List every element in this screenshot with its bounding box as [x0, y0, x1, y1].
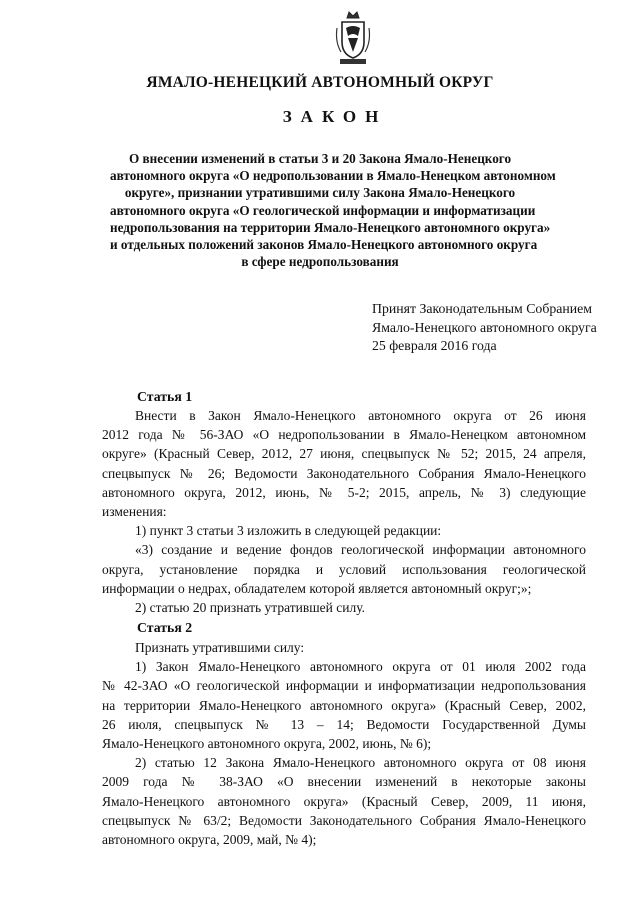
article-1-line: 2012 года № 56-ЗАО «О недропользовании в Ямало-Ненецком автономном [102, 427, 586, 443]
article-2-line: 2) статью 12 Закона Ямало-Ненецкого автономного округа от 08 июня [135, 755, 586, 771]
title-line: автономного округа «О геологической информации и информатизации [110, 202, 536, 218]
article-1-line: Внести в Закон Ямало-Ненецкого автономного округа от 26 июня [135, 408, 586, 423]
adoption-line: Ямало-Ненецкого автономного округа [372, 319, 597, 335]
article-2-line: № 42-ЗАО «О геологической информации и информатизации недропользования [102, 678, 586, 694]
title-line: автономного округа «О недропользовании в Ямало-Ненецком автономном [110, 168, 556, 184]
title-line: округе», признании утратившими силу Закона Ямало-Ненецкого [124, 185, 516, 201]
article-2-heading: Статья 2 [137, 620, 193, 635]
article-1-line: округа, установление порядка и условий использования геологической [102, 561, 586, 577]
article-1-line: изменения: [102, 504, 167, 520]
article-1-line: «3) создание и ведение фондов геологической информации автономного [135, 542, 586, 558]
article-2-line: Признать утратившими силу: [135, 640, 305, 655]
article-1-body [102, 406, 586, 617]
article-1-line: округе» (Красный Север, 2012, 27 июня, спецвыпуск № 52; 2015, 24 апреля, [102, 446, 586, 462]
article-2-body [102, 638, 586, 849]
article-2-line: 2009 года № 38-ЗАО «О внесении изменений в некоторые законы [102, 774, 586, 790]
article-2-line: 26 июля, спецвыпуск № 13 – 14; Ведомости Государственной Думы [102, 716, 586, 732]
region-name: ЯМАЛО-НЕНЕЦКИЙ АВТОНОМНЫЙ ОКРУГ [146, 74, 494, 91]
article-1-line: спецвыпуск № 26; Ведомости Законодательного Собрания Ямало-Ненецкого [102, 465, 586, 481]
article-2-line: 1) Закон Ямало-Ненецкого автономного округа от 01 июля 2002 года [135, 659, 586, 675]
article-1-line: 2) статью 20 признать утратившей силу. [135, 600, 365, 616]
article-1-line: информации о недрах, обладателем которой является автономный округ;»; [102, 580, 532, 596]
title-line: в сфере недропользования [241, 254, 399, 270]
adoption-note [372, 300, 597, 356]
title-line: О внесении изменений в статьи 3 и 20 Закона Ямало-Ненецкого [128, 151, 512, 166]
article-1-heading: Статья 1 [137, 389, 193, 404]
title-line: недропользования на территории Ямало-Ненецкого автономного округа» [110, 219, 551, 235]
document-type: ЗАКОН [282, 107, 388, 126]
article-2-line: на территории Ямало-Ненецкого автономного округа» (Красный Север, 2002, [102, 697, 586, 713]
coat-of-arms-emblem [333, 8, 373, 68]
law-title [110, 150, 556, 270]
article-2-line: Ямало-Ненецкого автономного округа» (Красный Север, 2009, 11 июня, [102, 793, 586, 809]
adoption-line: Принят Законодательным Собранием [372, 301, 592, 316]
title-line: и отдельных положений законов Ямало-Ненецкого автономного округа [110, 237, 538, 253]
article-2-line: автономного округа, 2009, май, № 4); [102, 832, 317, 848]
article-2-line: Ямало-Ненецкого автономного округа, 2002, июнь, № 6); [102, 736, 432, 752]
article-2-line: спецвыпуск № 63/2; Ведомости Законодательного Собрания Ямало-Ненецкого [102, 812, 586, 828]
article-1-line: автономного округа, 2012, июнь, № 5-2; 2015, апрель, № 3) следующие [102, 484, 586, 500]
article-1-line: 1) пункт 3 статьи 3 изложить в следующей редакции: [135, 523, 442, 539]
adoption-line: 25 февраля 2016 года [372, 338, 497, 353]
